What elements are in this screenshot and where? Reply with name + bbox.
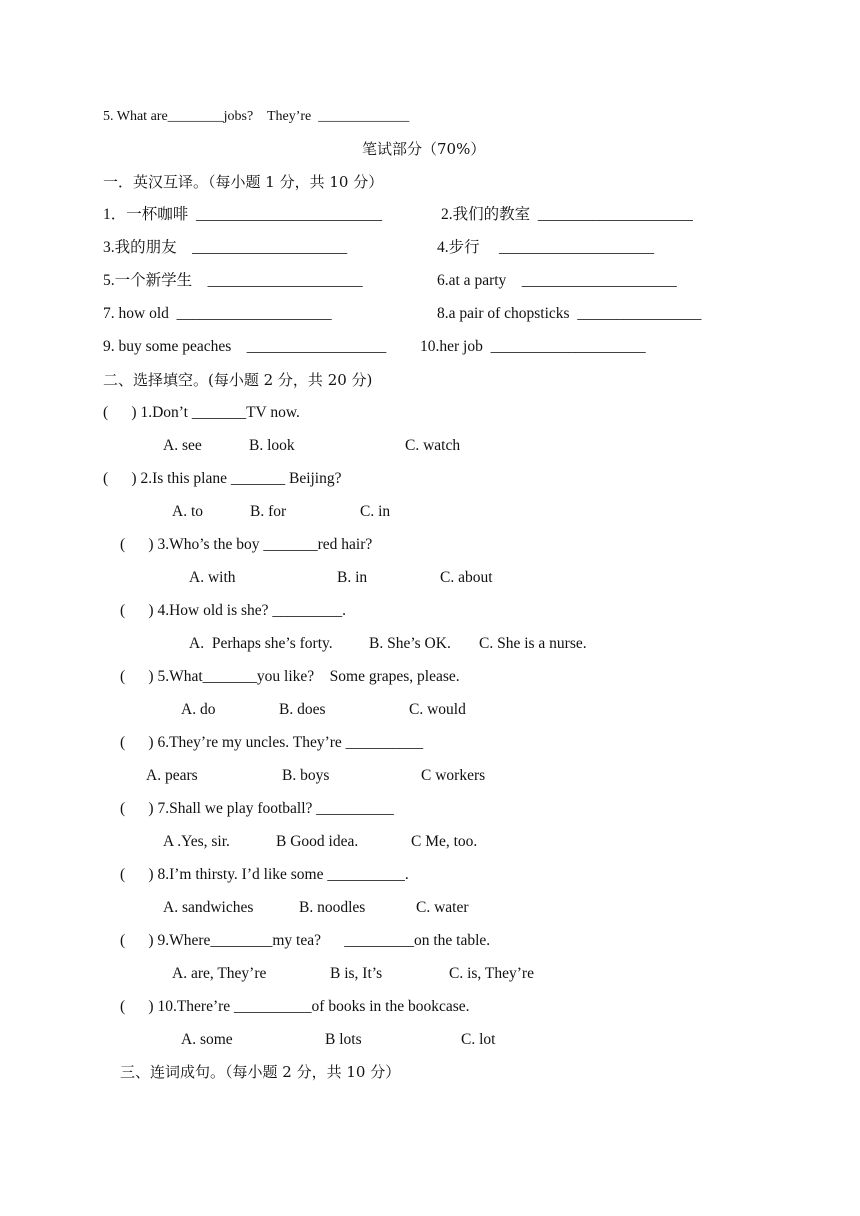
choice-question-9: ( ) 9.Where________my tea? _________on the table.: [120, 932, 491, 949]
q8-option-a: A. sandwiches: [163, 899, 254, 916]
q4-option-a: A. Perhaps she’s forty.: [189, 635, 333, 652]
translate-item-8: 8.a pair of chopsticks ________________: [437, 305, 702, 322]
choice-question-1: ( ) 1.Don’t _______TV now.: [103, 404, 300, 421]
translate-item-3: 3.我的朋友 ____________________: [103, 239, 348, 256]
q1-option-c: C. watch: [405, 437, 461, 454]
choice-question-8: ( ) 8.I’m thirsty. I’d like some __________.: [120, 866, 409, 883]
q8-option-b: B. noodles: [299, 899, 366, 916]
q7-option-a: A .Yes, sir.: [163, 833, 230, 850]
written-section-title: 笔试部分（70%）: [362, 140, 486, 158]
top-question: 5. What are________jobs? They’re _____________: [103, 109, 410, 124]
section1-heading: 一．英汉互译。（每小题 1 分，共 10 分）: [103, 173, 384, 191]
choice-question-5: ( ) 5.What_______you like? Some grapes, please.: [120, 668, 460, 685]
choice-question-10: ( ) 10.There’re __________of books in the bookcase.: [120, 998, 470, 1015]
translate-item-10: 10.her job ____________________: [420, 338, 646, 355]
choice-question-4: ( ) 4.How old is she? _________.: [120, 602, 347, 619]
section3-heading: 三、连词成句。（每小题 2 分，共 10 分）: [120, 1063, 401, 1081]
choice-question-7: ( ) 7.Shall we play football? __________: [120, 800, 394, 817]
q5-option-b: B. does: [279, 701, 326, 718]
translate-item-4: 4.步行 ____________________: [437, 239, 655, 256]
translate-item-9: 9. buy some peaches __________________: [103, 338, 387, 355]
q3-option-a: A. with: [189, 569, 236, 586]
q9-option-a: A. are, They’re: [172, 965, 267, 982]
q2-option-b: B. for: [250, 503, 287, 520]
q6-option-c: C workers: [421, 767, 486, 784]
q1-option-b: B. look: [249, 437, 295, 454]
choice-question-3: ( ) 3.Who’s the boy _______red hair?: [120, 536, 373, 553]
q10-option-c: C. lot: [461, 1031, 496, 1048]
q2-option-a: A. to: [172, 503, 203, 520]
q6-option-b: B. boys: [282, 767, 330, 784]
q9-option-c: C. is, They’re: [449, 965, 534, 982]
q6-option-a: A. pears: [146, 767, 198, 784]
q5-option-c: C. would: [409, 701, 466, 718]
translate-item-6: 6.at a party ____________________: [437, 272, 677, 289]
choice-question-6: ( ) 6.They’re my uncles. They’re __________: [120, 734, 424, 751]
q7-option-b: B Good idea.: [276, 833, 359, 850]
q5-option-a: A. do: [181, 701, 216, 718]
q3-option-b: B. in: [337, 569, 368, 586]
q3-option-c: C. about: [440, 569, 493, 586]
q10-option-b: B lots: [325, 1031, 362, 1048]
translate-item-2: 2.我们的教室 ____________________: [441, 206, 693, 223]
translate-item-1: 1．一杯咖啡 ________________________: [103, 206, 383, 223]
q4-option-b: B. She’s OK.: [369, 635, 451, 652]
q4-option-c: C. She is a nurse.: [479, 635, 587, 652]
q8-option-c: C. water: [416, 899, 469, 916]
q10-option-a: A. some: [181, 1031, 233, 1048]
q9-option-b: B is, It’s: [330, 965, 383, 982]
q7-option-c: C Me, too.: [411, 833, 478, 850]
q2-option-c: C. in: [360, 503, 391, 520]
choice-question-2: ( ) 2.Is this plane _______ Beijing?: [103, 470, 342, 487]
section2-heading: 二、选择填空。(每小题 2 分，共 20 分): [103, 371, 373, 389]
q1-option-a: A. see: [163, 437, 202, 454]
translate-item-5: 5.一个新学生 ____________________: [103, 272, 363, 289]
translate-item-7: 7. how old ____________________: [103, 305, 332, 322]
